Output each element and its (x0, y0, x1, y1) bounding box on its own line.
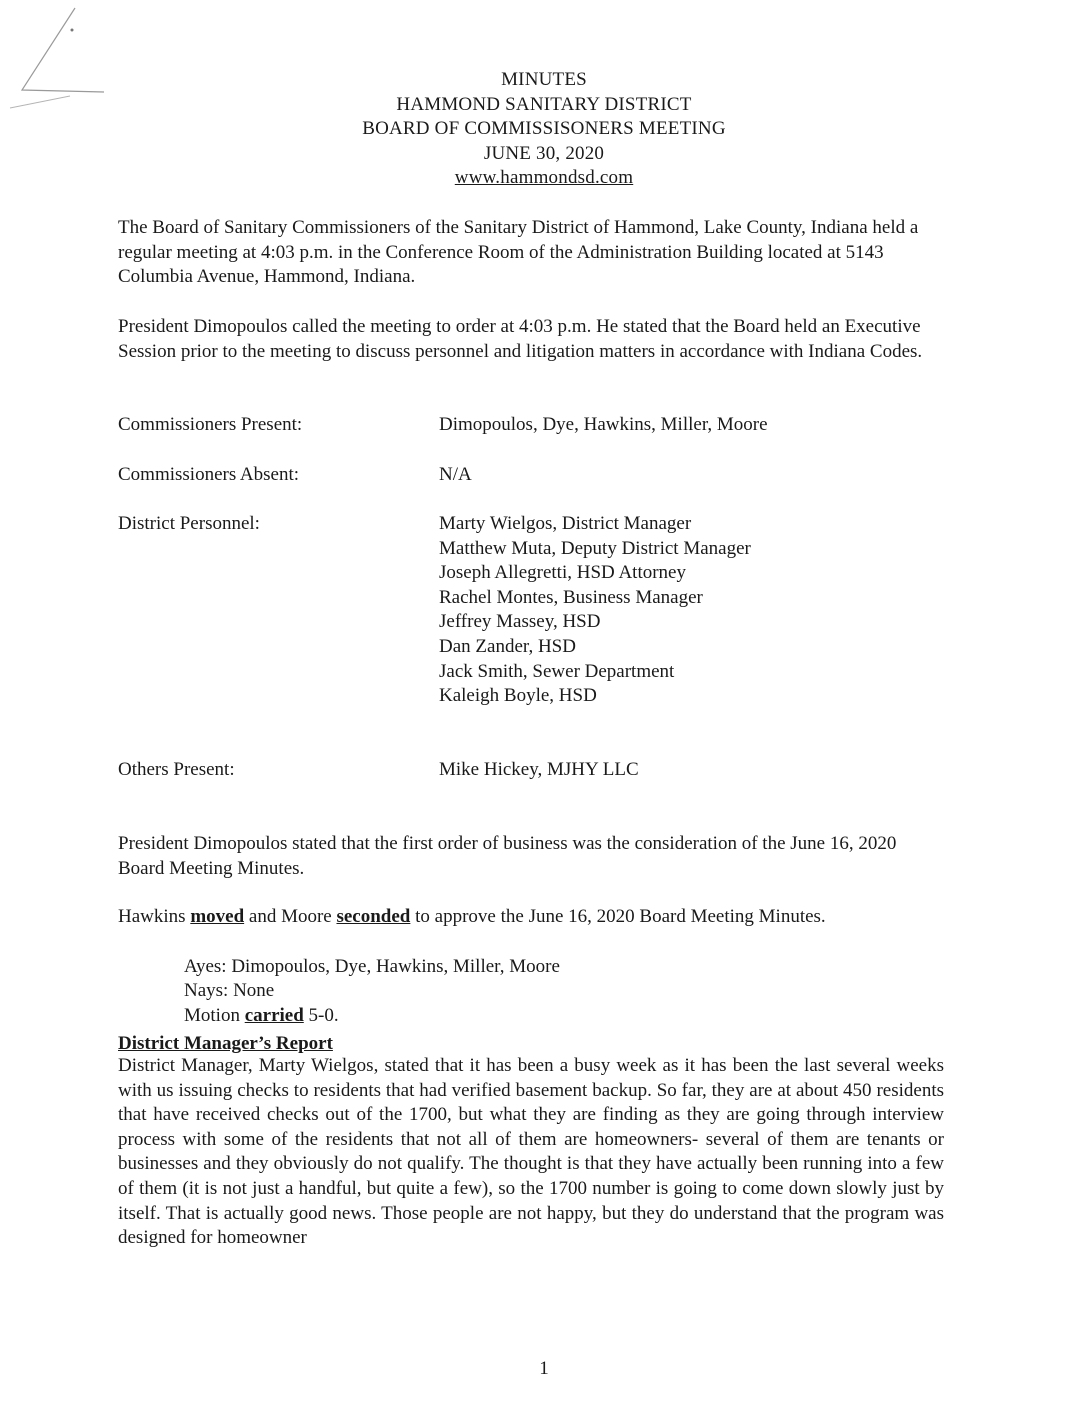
personnel-item: Dan Zander, HSD (439, 635, 576, 657)
personnel-item: Kaleigh Boyle, HSD (439, 685, 597, 707)
district-manager-report-heading: District Manager’s Report (118, 1033, 333, 1054)
personnel-item: Marty Wielgos, District Manager (439, 513, 692, 534)
intro-paragraph: The Board of Sanitary Commissioners of the Sanitary District of Hammond, Lake County, Indiana held a regular meeting at 4:03 p.m. in the Conference Room of the Administration Building located at 5143 Columbia Avenue, Hammond, Indiana. (118, 217, 919, 288)
district-personnel-label: District Personnel: (118, 513, 260, 534)
header-title: MINUTES (501, 69, 587, 90)
moved-word: moved (190, 906, 245, 927)
commissioners-absent-value: N/A (439, 464, 472, 485)
commissioners-present-label: Commissioners Present: (118, 414, 303, 435)
document-header (0, 68, 1088, 191)
header-meeting: BOARD OF COMMISSISONERS MEETING (362, 118, 726, 139)
vote-block (184, 955, 560, 1028)
header-date: JUNE 30, 2020 (483, 142, 605, 164)
vote-nays: Nays: None (184, 980, 275, 1002)
page-number: 1 (539, 1358, 549, 1379)
header-url[interactable]: www.hammondsd.com (454, 167, 634, 188)
motion-rest: to approve the June 16, 2020 Board Meeting Minutes. (415, 906, 826, 927)
vote-ayes: Ayes: Dimopoulos, Dye, Hawkins, Miller, Moore (184, 956, 560, 977)
motion-and-text: and Moore (248, 906, 332, 927)
others-present-value: Mike Hickey, MJHY LLC (439, 759, 639, 780)
first-order-paragraph: President Dimopoulos stated that the first order of business was the consideration of the June 16, 2020 Board Meeting Minutes. (118, 833, 897, 879)
vote-result (184, 1004, 560, 1028)
seconded-word: seconded (336, 906, 411, 927)
personnel-item: Joseph Allegretti, HSD Attorney (439, 562, 686, 584)
personnel-item: Rachel Montes, Business Manager (439, 586, 703, 608)
vote-motion-suffix: 5-0. (308, 1004, 339, 1026)
personnel-item: Jeffrey Massey, HSD (439, 611, 601, 633)
district-manager-report-body: District Manager, Marty Wielgos, stated that it has been a busy week as it has been the last several weeks with us issuing checks to residents that had verified basement backup. So far, they are at about 450 residents that have received checks out of the 1700, but what they are finding as they are going through interview process with some of the residents that not all of them are homeowners- several of them are tenants or businesses and they obviously do not qualify. The thought is that they have actually been running into a few of them (it is not just a handful, but quite a few), so the 1700 number is going to come down slowly just by itself. That is actually good news. Those people are not happy, but they do understand that the program was designed for homeowner (118, 1055, 944, 1249)
motion-mover: Hawkins (118, 906, 186, 927)
personnel-item: Matthew Muta, Deputy District Manager (439, 537, 751, 559)
call-to-order-paragraph: President Dimopoulos called the meeting to order at 4:03 p.m. He stated that the Board held an Executive Session prior to the meeting to discuss personnel and litigation matters in accordance with Indiana Codes. (118, 316, 923, 362)
vote-motion-prefix: Motion (184, 1004, 240, 1026)
header-organization: HAMMOND SANITARY DISTRICT (396, 93, 692, 115)
personnel-item: Jack Smith, Sewer Department (439, 660, 675, 682)
carried-word: carried (244, 1004, 304, 1026)
others-present-label: Others Present: (118, 759, 235, 780)
commissioners-present-value: Dimopoulos, Dye, Hawkins, Miller, Moore (439, 414, 768, 435)
motion-paragraph (118, 905, 944, 930)
commissioners-absent-label: Commissioners Absent: (118, 464, 300, 485)
district-personnel-list (439, 512, 751, 709)
